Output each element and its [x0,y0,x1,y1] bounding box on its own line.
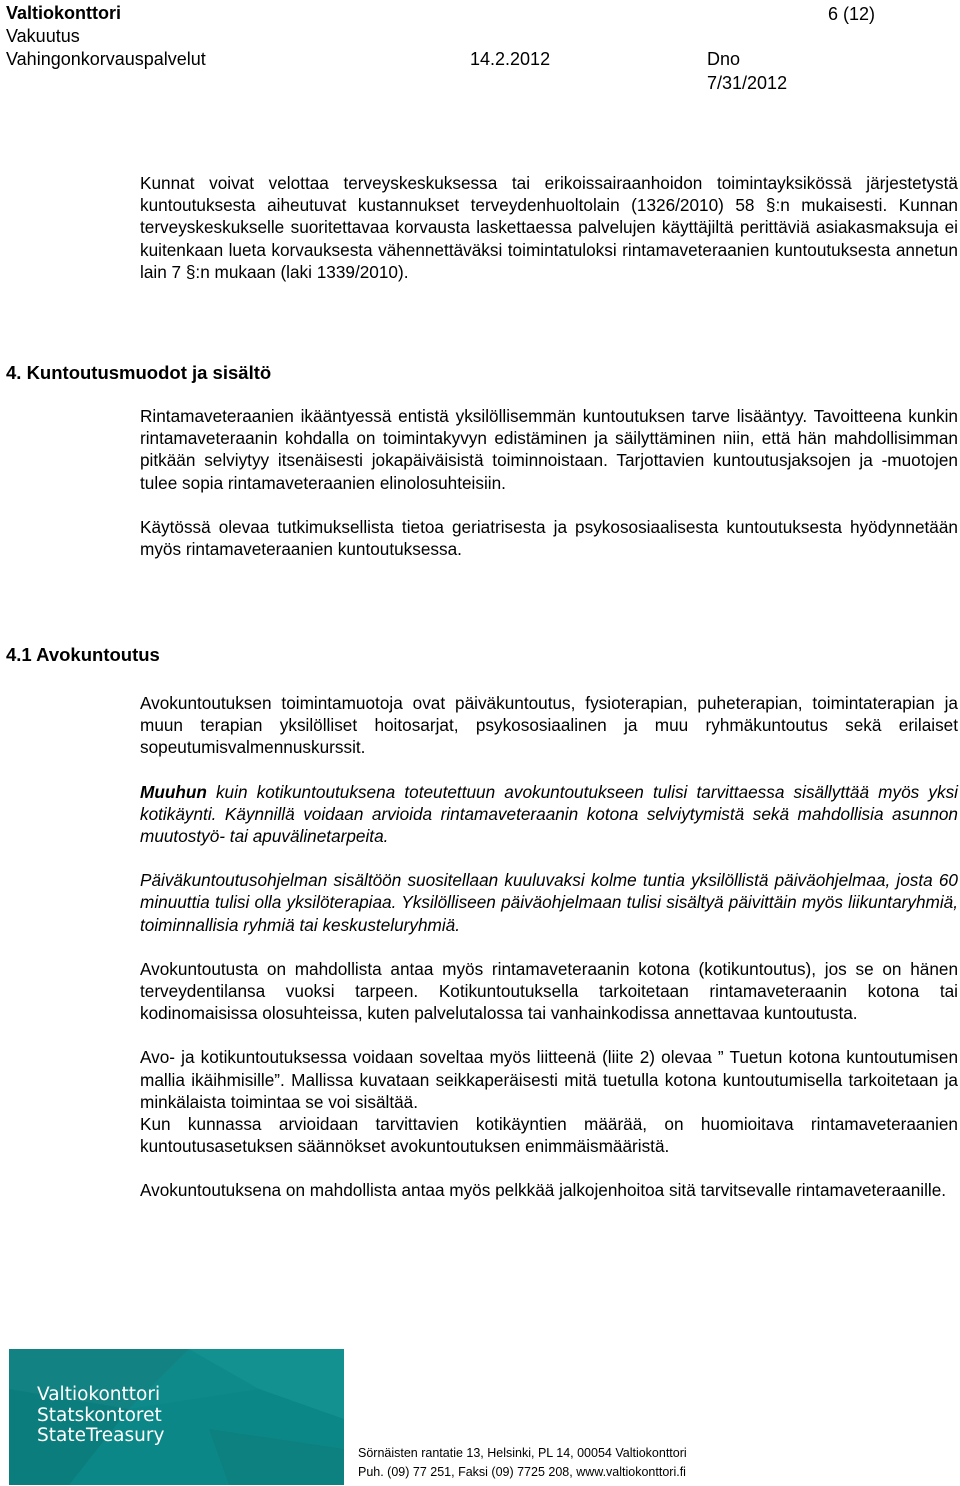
avokuntoutus-paragraph-3: Päiväkuntoutusohjelman sisältöön suositellaan kuuluvaksi kolme tuntia yksilöllistä päiväohjelmaa, josta 60 minuuttia tulisi olla yksilöterapiaa. Yksilölliseen päiväohjelmaan tulisi sisältyä päivittäin myös liikuntaryhmiä, toiminnallisia ryhmiä tai keskusteluryhmiä. [140,870,958,935]
avokuntoutus-paragraph-5: Avo- ja kotikuntoutuksessa voidaan soveltaa myös liitteenä (liite 2) olevaa ” Tuetun kotona kuntoutumisen mallia ikäihmisille”. Mallissa kuvataan seikkaperäisesti mitä tuetulla kotona kuntoutumisella tarkoitetaan ja minkälaista toimintaa se voi sisältää. [140,1047,958,1112]
intro-section [140,172,958,283]
intro-paragraph: Kunnat voivat velottaa terveyskeskuksessa tai erikoissairaanhoidon toimintayksikössä järjestetystä kuntoutuksesta aiheutuvat kustannukset terveydenhuoltolain (1326/2010) 58 §:n mukaisesti. Kunnan terveyskeskukselle suoritettavaa korvausta laskettaessa palvelujen käyttäjiltä perittäviä asiakasmaksuja ei kuitenkaan lueta korvauksesta vähennettäväksi toimintatuloksi rintamaveteraanien kuntoutuksesta annetun lain 7 §:n mukaan (laki 1339/2010). [140,173,958,282]
section-4-paragraph-2: Käytössä olevaa tutkimuksellista tietoa geriatrisesta ja psykososiaalisesta kuntoutuksesta hyödynnetään myös rintamaveteraanien kuntoutuksessa. [140,516,958,560]
page-number: 6 (12) [828,4,876,24]
avokuntoutus-paragraph-4: Avokuntoutusta on mahdollista antaa myös rintamaveteraanin kotona (kotikuntoutus), jos se on hänen terveydentilansa vuoksi tarpeen. Kotikuntoutuksella tarkoitetaan rintamaveteraanin kotona tai kodinomaisissa olosuhteissa, kuten palvelutalossa tai vanhainkodissa annettavaa kuntoutusta. [140,958,958,1024]
logo-text [37,1385,164,1447]
header-dno-label: Dno [707,49,741,69]
section-4-1-body [140,692,958,1202]
header-print-date: 7/31/2012 [707,73,788,93]
section-4-heading: 4. Kuntoutusmuodot ja sisältö [6,362,272,383]
avokuntoutus-paragraph-2-text: kuin kotikuntoutuksena toteutettuun avokuntoutukseen tulisi tarvittaessa sisällyttää myös yksi kotikäynti. Käynnillä voidaan arvioida rintamaveteraanin kotona selviytymistä sekä mahdollisia asunnon muutostyö- tai apuvälinetarpeita. [140,781,958,847]
logo-line-1: Valtiokonttori [37,1384,161,1405]
avokuntoutus-paragraph-6: Kun kunnassa arvioidaan tarvittavien kotikäyntien määrää, on huomioitava rintamaveteraanien kuntoutusasetuksen säännökset avokuntoutuksen enimmäismääristä. [140,1114,958,1157]
avokuntoutus-paragraph-1: Avokuntoutuksen toimintamuotoja ovat päiväkuntoutus, fysioterapian, puheterapian, toimintaterapian ja muun terapian yksilölliset hoitosarjat, psykososiaalinen ja muu ryhmäkuntoutus sekä erilaiset sopeutumisvalmennuskurssit. [140,693,958,758]
logo-line-2: Statskontoret [37,1404,162,1426]
footer-contact: Puh. (09) 77 251, Faksi (09) 7725 208, www.valtiokonttori.fi [358,1465,686,1479]
avokuntoutus-paragraph-7: Avokuntoutuksena on mahdollista antaa myös pelkkää jalkojenhoitoa sitä tarvitsevalle rintamaveteraanille. [140,1180,947,1201]
header-date: 14.2.2012 [470,49,551,69]
section-4-1-heading: 4.1 Avokuntoutus [6,644,160,665]
header-unit: Vakuutus [6,26,80,46]
section-4-body [140,405,958,560]
header-department: Vahingonkorvauspalvelut [6,49,206,69]
section-4-paragraph-1: Rintamaveteraanien ikääntyessä entistä yksilöllisemmän kuntoutuksen tarve lisääntyy. Tavoitteena kunkin rintamaveteraanin kohdalla on toimintakyvyn edistäminen ja säilyttäminen niin, että hän mahdollisimman pitkään selviytyy itsenäisesti jokapäiväisistä toiminnoistaan. Tarjottavien kuntoutusjaksojen ja -muotojen tulee sopia rintamaveteraanien elinolosuhteisiin. [140,406,958,493]
footer-address: Sörnäisten rantatie 13, Helsinki, PL 14, 00054 Valtiokonttori [358,1446,687,1460]
logo-line-3: StateTreasury [37,1425,165,1446]
header-org: Valtiokonttori [6,3,122,23]
emphasis-word: Muuhun [140,781,207,802]
avokuntoutus-paragraph-2 [140,781,958,848]
valtiokonttori-logo [9,1349,344,1485]
